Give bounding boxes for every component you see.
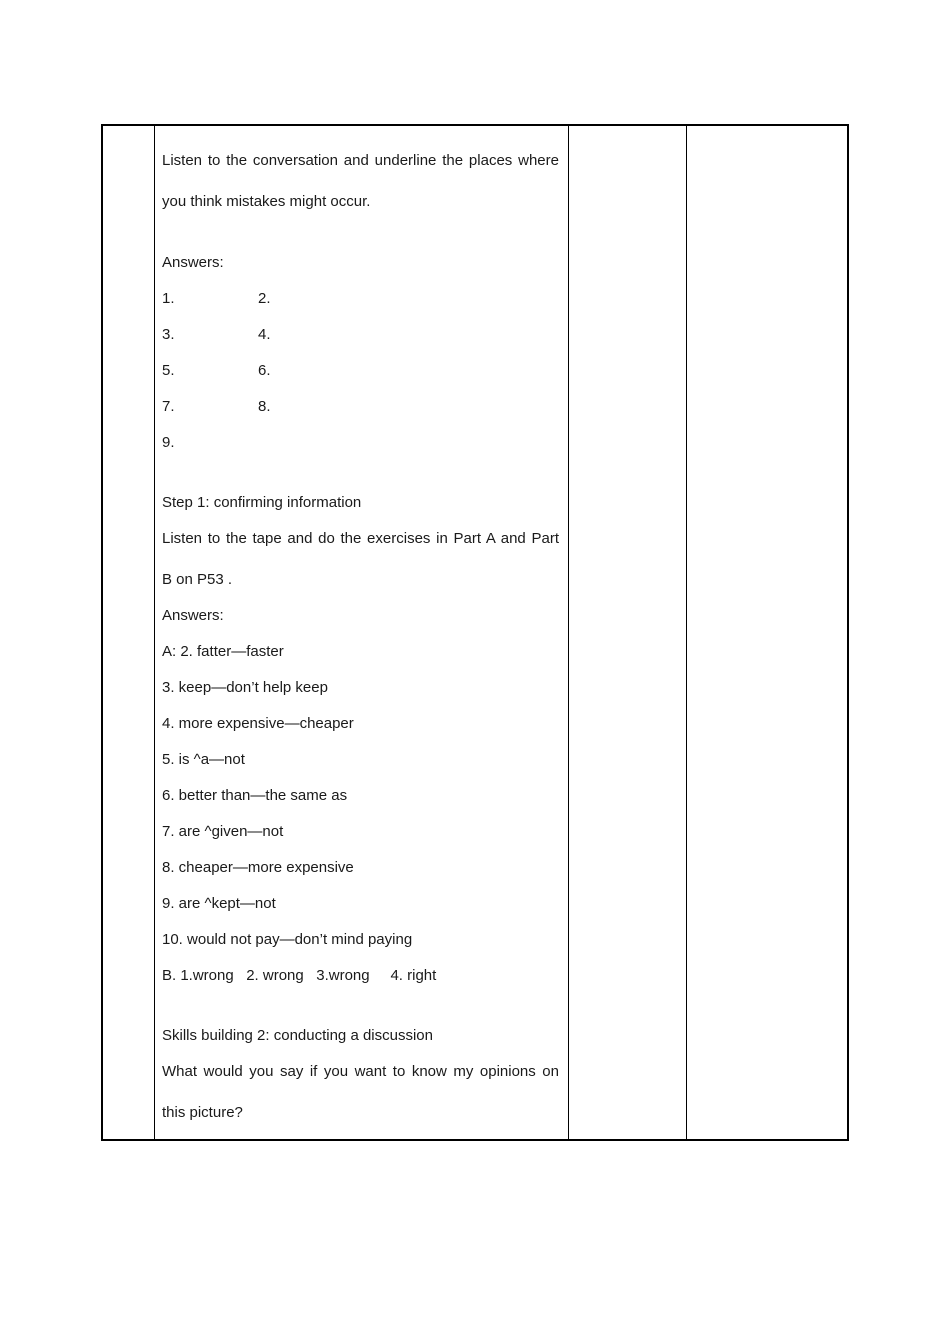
answer-number: 6. <box>258 362 271 379</box>
answer-line: 7. are ^given—not <box>162 823 284 840</box>
answer-number: 4. <box>258 326 271 343</box>
answer-number: 9. <box>162 434 175 451</box>
column-divider <box>568 126 569 1139</box>
instruction-line: Listen to the tape and do the exercises in Part A and Part <box>162 530 559 547</box>
instruction-line: What would you say if you want to know my opinions on <box>162 1063 559 1080</box>
answer-number: 7. <box>162 398 175 415</box>
skills-heading: Skills building 2: conducting a discussion <box>162 1027 433 1044</box>
answer-line: 3. keep—don’t help keep <box>162 679 328 696</box>
answer-number: 1. <box>162 290 175 307</box>
column-divider <box>154 126 155 1139</box>
lesson-table <box>101 124 849 1141</box>
instruction-line: this picture? <box>162 1104 243 1121</box>
instruction-line: Listen to the conversation and underline the places where <box>162 152 559 169</box>
instruction-line: you think mistakes might occur. <box>162 193 371 210</box>
answer-line: 8. cheaper—more expensive <box>162 859 354 876</box>
answer-number: 3. <box>162 326 175 343</box>
answer-line: B. 1.wrong 2. wrong 3.wrong 4. right <box>162 967 437 984</box>
answer-number: 2. <box>258 290 271 307</box>
answer-number: 8. <box>258 398 271 415</box>
answer-line: 6. better than—the same as <box>162 787 348 804</box>
answer-number: 5. <box>162 362 175 379</box>
answer-line: 4. more expensive—cheaper <box>162 715 354 732</box>
answer-line: 5. is ^a—not <box>162 751 245 768</box>
answer-line: 10. would not pay—don’t mind paying <box>162 931 413 948</box>
instruction-line: B on P53 . <box>162 571 233 588</box>
step-heading: Step 1: confirming information <box>162 494 362 511</box>
answer-line: A: 2. fatter—faster <box>162 643 284 660</box>
column-divider <box>686 126 687 1139</box>
answers-heading: Answers: <box>162 254 224 271</box>
answers-heading: Answers: <box>162 607 224 624</box>
answer-line: 9. are ^kept—not <box>162 895 276 912</box>
